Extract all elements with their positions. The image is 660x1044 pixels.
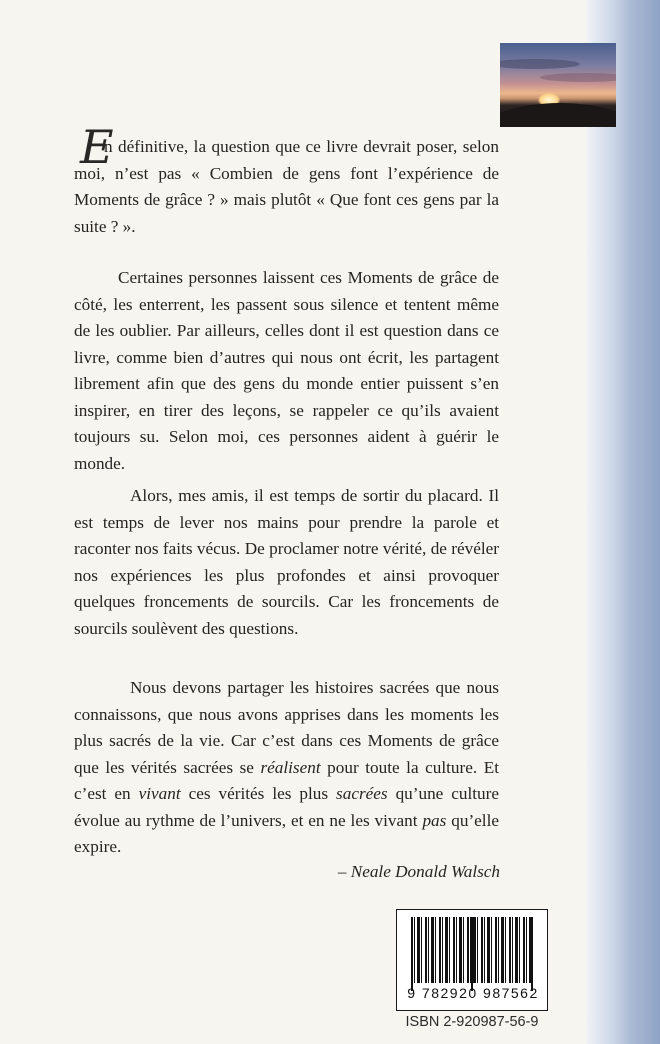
paragraph-4-text: qu’une culture évolue au rythme de l’univers, et en ne les vivant: [74, 784, 499, 830]
cloud: [540, 73, 616, 82]
paragraph-4-emphasis: pas: [422, 810, 447, 830]
paragraph-3: Alors, mes amis, il est temps de sortir du placard. Il est temps de lever nos mains pour prendre la parole et raconter nos faits vécus. De proclamer notre vérité, de révéler nos expériences les plus profondes et ainsi provoquer quelques froncements de sourcils. Car les froncements de sourcils soulèvent des questions.: [74, 486, 499, 638]
paragraph-4-emphasis: sacrées: [336, 784, 388, 803]
paragraph-4-text: Nous devons partager les histoires sacrées que nous connaissons, que nous avons apprises dans les moments les plus sacrés de la vie. Car c’est dans ces Moments de grâce que les vérités sacrées se: [74, 678, 499, 777]
drop-cap-letter: E: [80, 120, 114, 174]
paragraph-4-emphasis: réalisent: [260, 757, 321, 777]
barcode: [396, 909, 548, 1011]
sunset-photo: [500, 43, 616, 127]
barcode-guard-bar: [531, 917, 533, 991]
barcode-guard-bar: [471, 917, 473, 991]
author-signature: – Neale Donald Walsch: [337, 862, 500, 881]
barcode-guard-bar: [411, 917, 413, 991]
hill-silhouette: [500, 103, 616, 127]
paragraph-1: n définitive, la question que ce livre devrait poser, selon moi, n’est pas « Combien de gens font l’expérience de Moments de grâce ? » mais plutôt « Que font ces gens par la suite ? ».: [74, 137, 499, 236]
isbn-number: ISBN 2-920987-56-9: [405, 1014, 539, 1030]
paragraph-4-text: pour toute la culture. Et c’est en: [74, 757, 499, 803]
paragraph-4-emphasis: vivant: [138, 784, 181, 803]
paragraph-2: Certaines personnes laissent ces Moments de grâce de côté, les enterrent, les passent sous silence et tentent même de les oublier. Par ailleurs, celles dont il est question dans ce livre, comme bien d’autres qui nous ont écrit, les partagent librement afin que des gens du monde entier puissent s’en inspirer, en tirer des leçons, se rappeler ce qu’ils avaient toujours su. Selon moi, ces personnes aident à guérir le monde.: [74, 268, 499, 473]
blue-gradient-spine: [586, 0, 660, 1044]
paragraph-4-text: qu’elle expire.: [74, 810, 499, 856]
cloud: [500, 59, 580, 69]
paragraph-4-text: ces vérités les plus: [180, 784, 337, 803]
barcode-digits: 9 782920 987562: [407, 985, 539, 1001]
paragraph-4: [74, 675, 499, 861]
